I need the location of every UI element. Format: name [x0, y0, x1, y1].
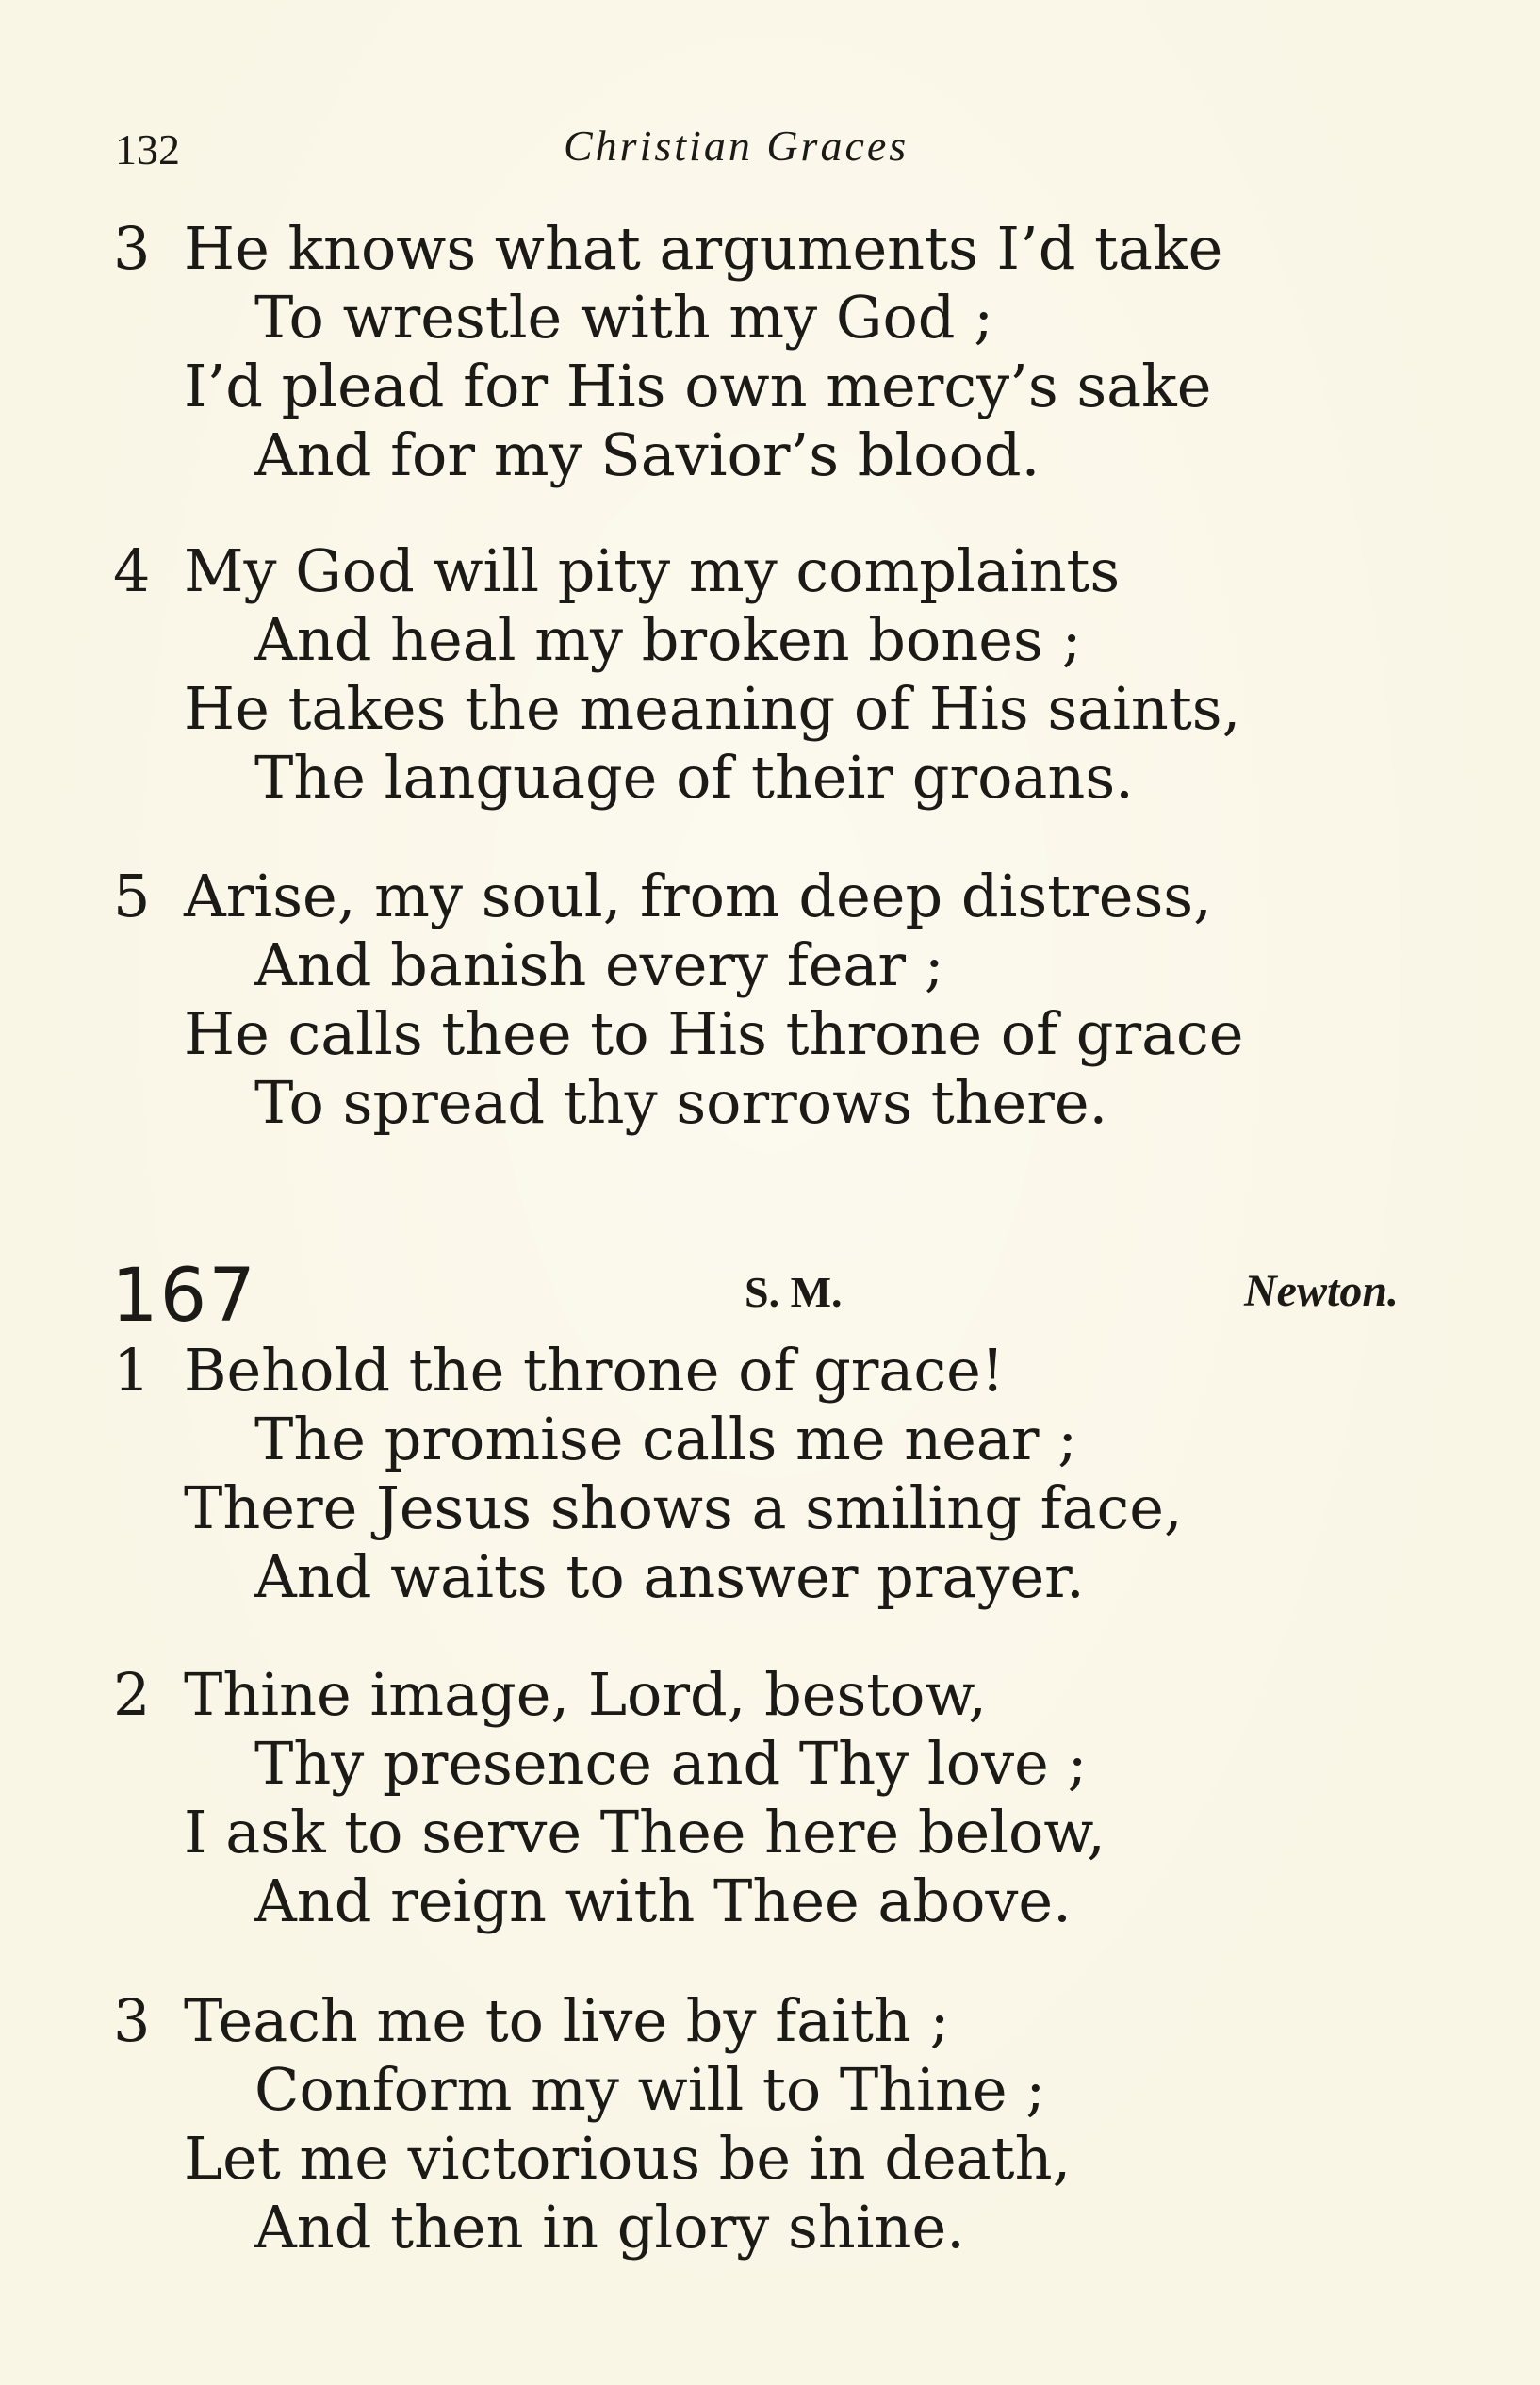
running-head: Christian Graces	[564, 122, 909, 170]
verse-line: Conform my will to Thine ;	[254, 2055, 1046, 2124]
page-number: 132	[115, 125, 180, 173]
verse-line: To spread thy sorrows there.	[254, 1068, 1108, 1137]
verse-line: And for my Savior’s blood.	[254, 420, 1040, 489]
stanza-number: 2	[113, 1660, 151, 1729]
verse-line: He takes the meaning of His saints,	[184, 674, 1241, 743]
verse-line: Arise, my soul, from deep distress,	[184, 862, 1212, 930]
verse-line: My God will pity my complaints	[184, 536, 1121, 605]
verse-line: Behold the throne of grace!	[184, 1336, 1005, 1405]
hymn-heading	[0, 1254, 1540, 1339]
stanza-number: 1	[113, 1336, 151, 1405]
verse-line: To wrestle with my God ;	[254, 283, 994, 352]
verse-line: The language of their groans.	[254, 743, 1134, 812]
page-header	[0, 111, 1540, 177]
verse-line: I’d plead for His own mercy’s sake	[184, 352, 1212, 420]
verse-line: Thy presence and Thy love ;	[254, 1729, 1088, 1798]
verse-line: He knows what arguments I’d take	[184, 214, 1223, 283]
hymn-meter: S. M.	[745, 1268, 843, 1316]
verse-line: And waits to answer prayer.	[254, 1542, 1085, 1611]
verse-line: Let me victorious be in death,	[184, 2124, 1072, 2193]
verse-line: There Jesus shows a smiling face,	[184, 1473, 1183, 1542]
stanza-number: 3	[113, 214, 151, 283]
verse-line: And banish every fear ;	[254, 930, 944, 999]
verse-line: Teach me to live by faith ;	[184, 1986, 950, 2055]
verse-line: And heal my broken bones ;	[254, 605, 1082, 674]
verse-line: I ask to serve Thee here below,	[184, 1798, 1106, 1867]
stanza-number: 3	[113, 1986, 151, 2055]
stanza-number: 4	[113, 536, 151, 605]
verse-line: He calls thee to His throne of grace	[184, 999, 1244, 1068]
verse-line: The promise calls me near ;	[254, 1405, 1078, 1473]
stanza-number: 5	[113, 862, 151, 930]
verse-line: And then in glory shine.	[254, 2193, 965, 2262]
hymn-number: 167	[111, 1254, 257, 1339]
verse-line: And reign with Thee above.	[254, 1867, 1072, 1935]
verse-line: Thine image, Lord, bestow,	[184, 1660, 987, 1729]
hymn-author: Newton.	[1244, 1266, 1400, 1316]
